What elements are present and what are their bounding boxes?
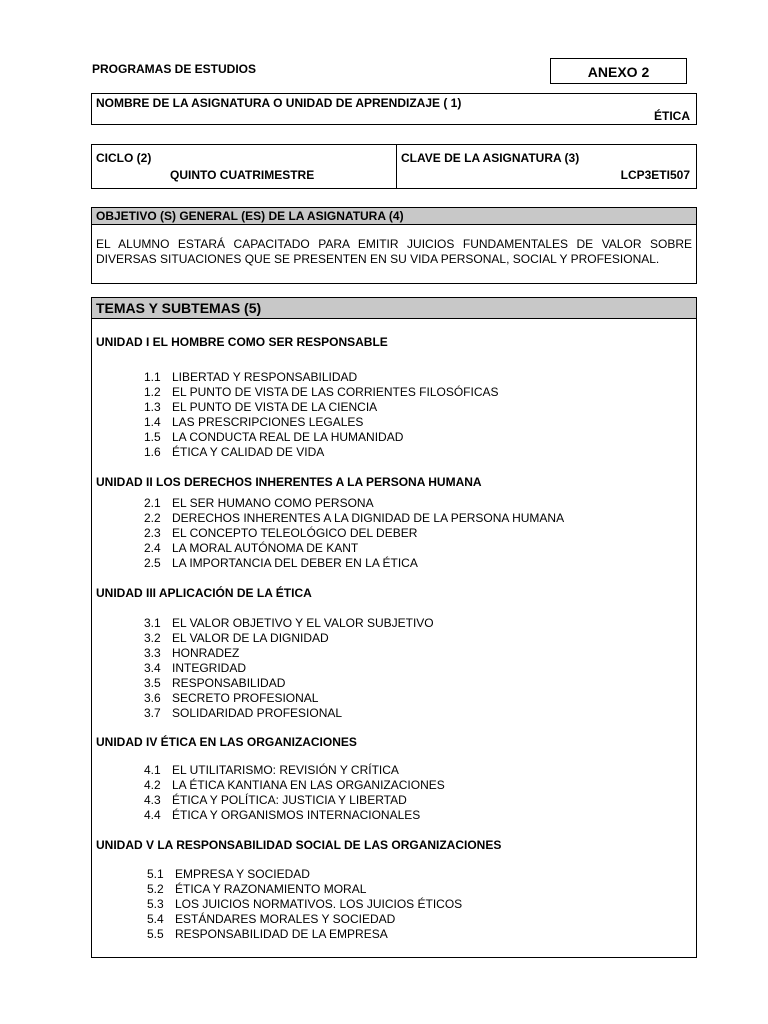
- topics-box: [91, 297, 697, 958]
- list-item: 1.5 LA CONDUCTA REAL DE LA HUMANIDAD: [144, 430, 404, 444]
- list-item: 4.1 EL UTILITARISMO: REVISIÓN Y CRÍTICA: [144, 763, 399, 777]
- unit-title: UNIDAD IV ÉTICA EN LAS ORGANIZACIONES: [96, 735, 357, 749]
- cycle-label: CICLO (2): [96, 151, 152, 165]
- subject-name-label: NOMBRE DE LA ASIGNATURA O UNIDAD DE APRENDIZAJE ( 1): [96, 96, 462, 110]
- subject-name-value: ÉTICA: [654, 109, 690, 123]
- objective-box: [91, 207, 697, 284]
- subject-name-box: [91, 93, 697, 125]
- list-item: 3.6 SECRETO PROFESIONAL: [144, 691, 319, 705]
- objective-header: OBJETIVO (S) GENERAL (ES) DE LA ASIGNATURA (4): [92, 208, 696, 225]
- list-item: 5.1 EMPRESA Y SOCIEDAD: [147, 867, 310, 881]
- cycle-value: QUINTO CUATRIMESTRE: [170, 168, 315, 182]
- list-item: 3.7 SOLIDARIDAD PROFESIONAL: [144, 706, 343, 720]
- list-item: 4.4 ÉTICA Y ORGANISMOS INTERNACIONALES: [144, 808, 421, 822]
- objective-text: EL ALUMNO ESTARÁ CAPACITADO PARA EMITIR JUICIOS FUNDAMENTALES DE VALOR SOBRE DIVERSAS SITUACIONES QUE SE PRESENTEN EN SU VIDA PERSONAL, SOCIAL Y PROFESIONAL.: [96, 237, 692, 266]
- unit-title: UNIDAD V LA RESPONSABILIDAD SOCIAL DE LAS ORGANIZACIONES: [96, 838, 502, 852]
- list-item: 1.3 EL PUNTO DE VISTA DE LA CIENCIA: [144, 400, 378, 414]
- list-item: 2.4 LA MORAL AUTÓNOMA DE KANT: [144, 541, 359, 555]
- list-item: 2.1 EL SER HUMANO COMO PERSONA: [144, 496, 374, 510]
- list-item: 3.3 HONRADEZ: [144, 646, 240, 660]
- unit-title: UNIDAD III APLICACIÓN DE LA ÉTICA: [96, 586, 312, 600]
- list-item: 5.2 ÉTICA Y RAZONAMIENTO MORAL: [147, 882, 367, 896]
- list-item: 2.2 DERECHOS INHERENTES A LA DIGNIDAD DE LA PERSONA HUMANA: [144, 511, 565, 525]
- list-item: 3.4 INTEGRIDAD: [144, 661, 247, 675]
- list-item: 4.3 ÉTICA Y POLÍTICA: JUSTICIA Y LIBERTAD: [144, 793, 407, 807]
- annex-label: ANEXO 2: [550, 58, 687, 84]
- list-item: 1.6 ÉTICA Y CALIDAD DE VIDA: [144, 445, 325, 459]
- list-item: 1.2 EL PUNTO DE VISTA DE LAS CORRIENTES FILOSÓFICAS: [144, 385, 499, 399]
- list-item: 3.5 RESPONSABILIDAD: [144, 676, 286, 690]
- document-title: PROGRAMAS DE ESTUDIOS: [92, 62, 257, 76]
- list-item: 4.2 LA ÉTICA KANTIANA EN LAS ORGANIZACIONES: [144, 778, 445, 792]
- unit-title: UNIDAD II LOS DERECHOS INHERENTES A LA PERSONA HUMANA: [96, 475, 482, 489]
- list-item: 3.1 EL VALOR OBJETIVO Y EL VALOR SUBJETIVO: [144, 616, 434, 630]
- subject-key-label: CLAVE DE LA ASIGNATURA (3): [401, 151, 580, 165]
- list-item: 1.1 LIBERTAD Y RESPONSABILIDAD: [144, 370, 358, 384]
- list-item: 2.3 EL CONCEPTO TELEOLÓGICO DEL DEBER: [144, 526, 418, 540]
- cycle-divider: [396, 145, 397, 188]
- topics-header: TEMAS Y SUBTEMAS (5): [92, 298, 696, 319]
- cycle-key-box: [91, 144, 697, 189]
- list-item: 5.3 LOS JUICIOS NORMATIVOS. LOS JUICIOS ÉTICOS: [147, 897, 463, 911]
- list-item: 3.2 EL VALOR DE LA DIGNIDAD: [144, 631, 329, 645]
- list-item: 1.4 LAS PRESCRIPCIONES LEGALES: [144, 415, 364, 429]
- list-item: 5.5 RESPONSABILIDAD DE LA EMPRESA: [147, 927, 388, 941]
- unit-title: UNIDAD I EL HOMBRE COMO SER RESPONSABLE: [96, 335, 388, 349]
- list-item: 5.4 ESTÁNDARES MORALES Y SOCIEDAD: [147, 912, 396, 926]
- list-item: 2.5 LA IMPORTANCIA DEL DEBER EN LA ÉTICA: [144, 556, 418, 570]
- subject-key-value: LCP3ETI507: [620, 168, 690, 182]
